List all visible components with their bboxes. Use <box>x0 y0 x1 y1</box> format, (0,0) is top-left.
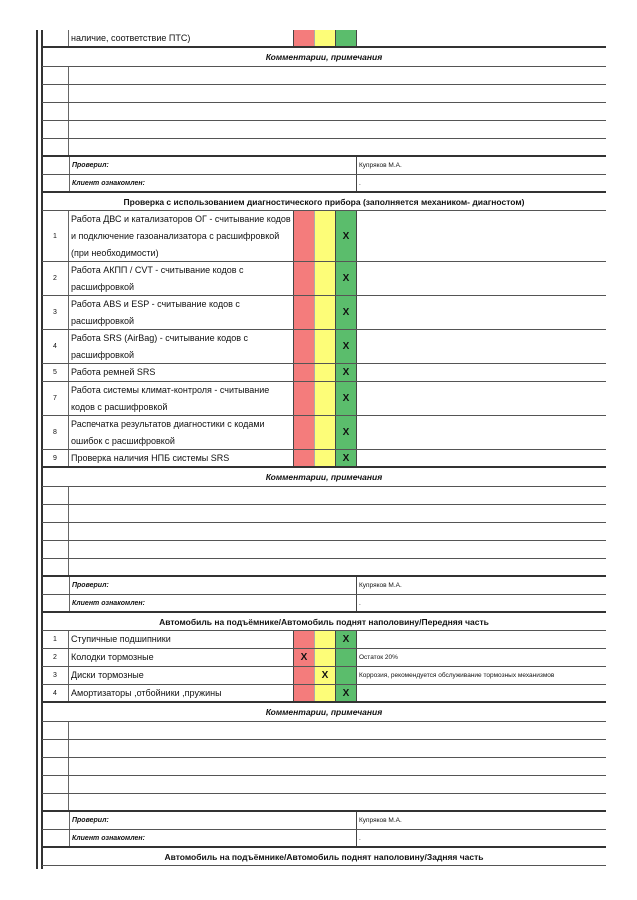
status-red-cell[interactable] <box>293 364 314 381</box>
status-yellow-cell[interactable] <box>314 211 335 261</box>
comment-line <box>42 67 606 85</box>
comment-line-number <box>42 487 69 504</box>
comment-input[interactable] <box>69 121 606 138</box>
checked-by-value[interactable]: Купряков М.А. <box>359 817 402 824</box>
status-yellow-cell[interactable] <box>314 685 335 701</box>
comment-line-number <box>42 758 69 775</box>
client-acknowledged-row <box>42 595 606 613</box>
comment-input[interactable] <box>69 67 606 84</box>
status-red-cell[interactable] <box>293 450 314 466</box>
item-note[interactable] <box>357 364 606 381</box>
comments-header <box>42 468 606 487</box>
item-text: Амортизаторы ,отбойники ,пружины <box>71 687 222 698</box>
item-note[interactable] <box>357 30 606 46</box>
item-note[interactable] <box>357 296 606 329</box>
status-green-cell[interactable] <box>335 211 357 261</box>
item-text: Работа ремней SRS <box>71 367 156 377</box>
status-green-cell[interactable] <box>335 262 357 295</box>
comment-line <box>42 541 606 559</box>
comments-header <box>42 703 606 722</box>
row-number: 4 <box>42 685 69 701</box>
check-mark-icon: X <box>342 273 350 284</box>
spacer <box>42 577 69 594</box>
check-mark-icon: X <box>342 634 350 645</box>
item-note[interactable] <box>357 685 606 701</box>
client-acknowledged-label: Клиент ознакомлен: <box>69 595 357 611</box>
client-acknowledged-row <box>42 830 606 848</box>
client-acknowledged-value[interactable]: . <box>359 834 361 842</box>
comment-line-number <box>42 740 69 757</box>
spacer <box>42 812 69 829</box>
comment-input[interactable] <box>69 776 606 793</box>
status-green-cell[interactable] <box>335 416 357 449</box>
status-green-cell[interactable] <box>335 667 357 684</box>
item-note[interactable] <box>357 382 606 415</box>
row-number: 1 <box>42 631 69 648</box>
row-number: 7 <box>42 382 69 415</box>
status-green-cell[interactable] <box>335 631 357 648</box>
status-red-cell[interactable] <box>293 667 314 684</box>
comment-line-number <box>42 85 69 102</box>
check-mark-icon: X <box>300 652 308 663</box>
comment-input[interactable] <box>69 85 606 102</box>
comment-line <box>42 139 606 157</box>
status-red-cell[interactable] <box>293 631 314 648</box>
item-note[interactable] <box>357 330 606 363</box>
comment-line-number <box>42 794 69 810</box>
item-text: Работа АКПП / CVT - считывание кодов с расшифровкой <box>71 264 244 292</box>
comment-line-number <box>42 541 69 558</box>
row-number: 4 <box>42 330 69 363</box>
section-header <box>42 613 606 631</box>
comment-line <box>42 103 606 121</box>
comment-line-number <box>42 559 69 575</box>
status-green-cell[interactable] <box>335 330 357 363</box>
comment-line-number <box>42 103 69 120</box>
item-text: Распечатка результатов диагностики с кодами ошибок с расшифровкой <box>71 418 265 446</box>
section-title: Автомобиль на подъёмнике/Автомобиль поднят наполовину/Передняя часть <box>159 616 489 627</box>
comment-input[interactable] <box>69 103 606 120</box>
checked-by-label: Проверил: <box>69 812 357 829</box>
row-number: 2 <box>42 262 69 295</box>
checked-by-row <box>42 157 606 175</box>
status-yellow-cell[interactable] <box>314 262 335 295</box>
status-green-cell[interactable] <box>335 450 357 466</box>
comment-line-number <box>42 776 69 793</box>
row-number: 1 <box>42 211 69 261</box>
table-row <box>42 364 606 382</box>
status-green-cell[interactable] <box>335 296 357 329</box>
check-mark-icon: X <box>342 452 350 464</box>
comment-line <box>42 487 606 505</box>
spacer <box>42 595 69 611</box>
table-row <box>42 685 606 703</box>
comment-input[interactable] <box>69 139 606 155</box>
comment-input[interactable] <box>69 505 606 522</box>
row-number: 9 <box>42 450 69 466</box>
status-red-cell[interactable] <box>293 330 314 363</box>
status-red-cell[interactable] <box>293 211 314 261</box>
status-yellow-cell[interactable] <box>314 450 335 466</box>
comments-block <box>42 48 606 193</box>
check-mark-icon: X <box>342 427 350 438</box>
row-number: 2 <box>42 649 69 666</box>
table-row <box>42 667 606 685</box>
status-red-cell[interactable] <box>293 296 314 329</box>
table-row <box>42 631 606 649</box>
client-acknowledged-value[interactable]: . <box>359 599 361 607</box>
comment-line <box>42 121 606 139</box>
client-acknowledged-label: Клиент ознакомлен: <box>69 830 357 846</box>
status-red-cell[interactable] <box>293 649 314 666</box>
table-row <box>42 330 606 364</box>
comment-line <box>42 740 606 758</box>
table-row <box>42 211 606 262</box>
checked-by-value[interactable]: Купряков М.А. <box>359 162 402 169</box>
table-row <box>42 296 606 330</box>
status-red-cell[interactable] <box>293 262 314 295</box>
status-green-cell[interactable] <box>335 685 357 701</box>
comment-line <box>42 776 606 794</box>
check-mark-icon: X <box>342 687 350 699</box>
comment-line-number <box>42 67 69 84</box>
comment-input[interactable] <box>69 740 606 757</box>
status-yellow-cell[interactable] <box>314 296 335 329</box>
row-number: 3 <box>42 296 69 329</box>
status-red-cell[interactable] <box>293 416 314 449</box>
table-row <box>42 382 606 416</box>
comment-line <box>42 722 606 740</box>
check-mark-icon: X <box>342 230 350 242</box>
check-mark-icon: X <box>342 307 350 318</box>
row-number: 5 <box>42 364 69 381</box>
item-text: Работа SRS (AirBag) - считывание кодов с расшифровкой <box>71 332 248 360</box>
checked-by-label: Проверил: <box>69 577 357 594</box>
comments-block <box>42 468 606 613</box>
comments-header <box>42 48 606 67</box>
status-yellow-cell[interactable] <box>314 382 335 415</box>
comment-line-number <box>42 722 69 739</box>
front-items <box>42 631 606 703</box>
comments-title: Комментарии, примечания <box>265 707 383 717</box>
item-note[interactable] <box>357 631 606 648</box>
table-row <box>42 262 606 296</box>
section-title: Проверка с использованием диагностического прибора (заполняется механиком- диагностом) <box>123 196 525 207</box>
item-text: наличие, соответствие ПТС) <box>71 32 191 43</box>
comment-input[interactable] <box>69 523 606 540</box>
row-number: 8 <box>42 416 69 449</box>
spacer <box>42 830 69 846</box>
check-mark-icon: X <box>342 367 350 378</box>
comments-title: Комментарии, примечания <box>265 52 383 62</box>
status-red-cell[interactable] <box>293 30 314 46</box>
status-green-cell[interactable] <box>335 382 357 415</box>
item-text: Проверка наличия НПБ системы SRS <box>71 452 230 463</box>
table-row <box>42 450 606 468</box>
section-title: Автомобиль на подъёмнике/Автомобиль поднят наполовину/Задняя часть <box>164 851 484 862</box>
check-mark-icon: X <box>321 670 329 681</box>
section-header <box>42 848 606 866</box>
comment-line-number <box>42 121 69 138</box>
comments-block <box>42 703 606 848</box>
client-acknowledged-label: Клиент ознакомлен: <box>69 175 357 191</box>
check-mark-icon: X <box>342 393 350 404</box>
item-note[interactable] <box>357 262 606 295</box>
status-green-cell[interactable] <box>335 649 357 666</box>
comment-input[interactable] <box>69 794 606 810</box>
item-text: Диски тормозные <box>71 670 144 680</box>
status-yellow-cell[interactable] <box>314 416 335 449</box>
status-yellow-cell[interactable] <box>314 364 335 381</box>
table-row <box>42 416 606 450</box>
status-red-cell[interactable] <box>293 685 314 701</box>
checked-by-row <box>42 812 606 830</box>
status-yellow-cell[interactable] <box>314 631 335 648</box>
status-yellow-cell[interactable] <box>314 667 335 684</box>
table-row <box>42 30 606 48</box>
item-text: Ступичные подшипники <box>71 634 171 644</box>
comment-line <box>42 85 606 103</box>
status-green-cell[interactable] <box>335 30 357 46</box>
checked-by-value[interactable]: Купряков М.А. <box>359 582 402 589</box>
item-text: Работа ДВС и катализаторов ОГ - считывание кодов и подключение газоанализатора с расшифровкой (при необходимости) <box>71 213 291 258</box>
row-number: 3 <box>42 667 69 684</box>
comment-line <box>42 559 606 577</box>
comment-input[interactable] <box>69 559 606 575</box>
item-note[interactable] <box>357 211 606 261</box>
row-number <box>42 30 69 46</box>
comment-line-number <box>42 139 69 155</box>
spacer <box>42 157 69 174</box>
item-note[interactable] <box>357 416 606 449</box>
spacer <box>42 175 69 191</box>
comments-title: Комментарии, примечания <box>265 472 383 482</box>
status-yellow-cell[interactable] <box>314 30 335 46</box>
comment-line <box>42 758 606 776</box>
item-text: Работа ABS и ESP - считывание кодов с расшифровкой <box>71 298 240 326</box>
status-yellow-cell[interactable] <box>314 649 335 666</box>
comment-input[interactable] <box>69 541 606 558</box>
item-text: Колодки тормозные <box>71 652 154 662</box>
item-text: Работа системы климат-контроля - считывание кодов с расшифровкой <box>71 384 270 412</box>
item-note[interactable] <box>357 450 606 466</box>
comment-line-number <box>42 505 69 522</box>
comment-line <box>42 794 606 812</box>
comment-input[interactable] <box>69 758 606 775</box>
comment-input[interactable] <box>69 722 606 739</box>
status-yellow-cell[interactable] <box>314 330 335 363</box>
client-acknowledged-row <box>42 175 606 193</box>
checked-by-row <box>42 577 606 595</box>
item-note[interactable]: Остаток 20% <box>359 654 398 661</box>
status-green-cell[interactable] <box>335 364 357 381</box>
inspection-sheet <box>42 30 606 866</box>
status-red-cell[interactable] <box>293 382 314 415</box>
comment-line <box>42 523 606 541</box>
page-border-left-outer <box>36 30 38 869</box>
comment-line-number <box>42 523 69 540</box>
diag-items <box>42 211 606 468</box>
item-note[interactable]: Коррозия, рекомендуется обслуживание тормозных механизмов <box>359 672 555 679</box>
checked-by-label: Проверил: <box>69 157 357 174</box>
client-acknowledged-value[interactable]: . <box>359 179 361 187</box>
check-mark-icon: X <box>342 341 350 352</box>
comment-line <box>42 505 606 523</box>
section-header <box>42 193 606 211</box>
table-row <box>42 649 606 667</box>
comment-input[interactable] <box>69 487 606 504</box>
